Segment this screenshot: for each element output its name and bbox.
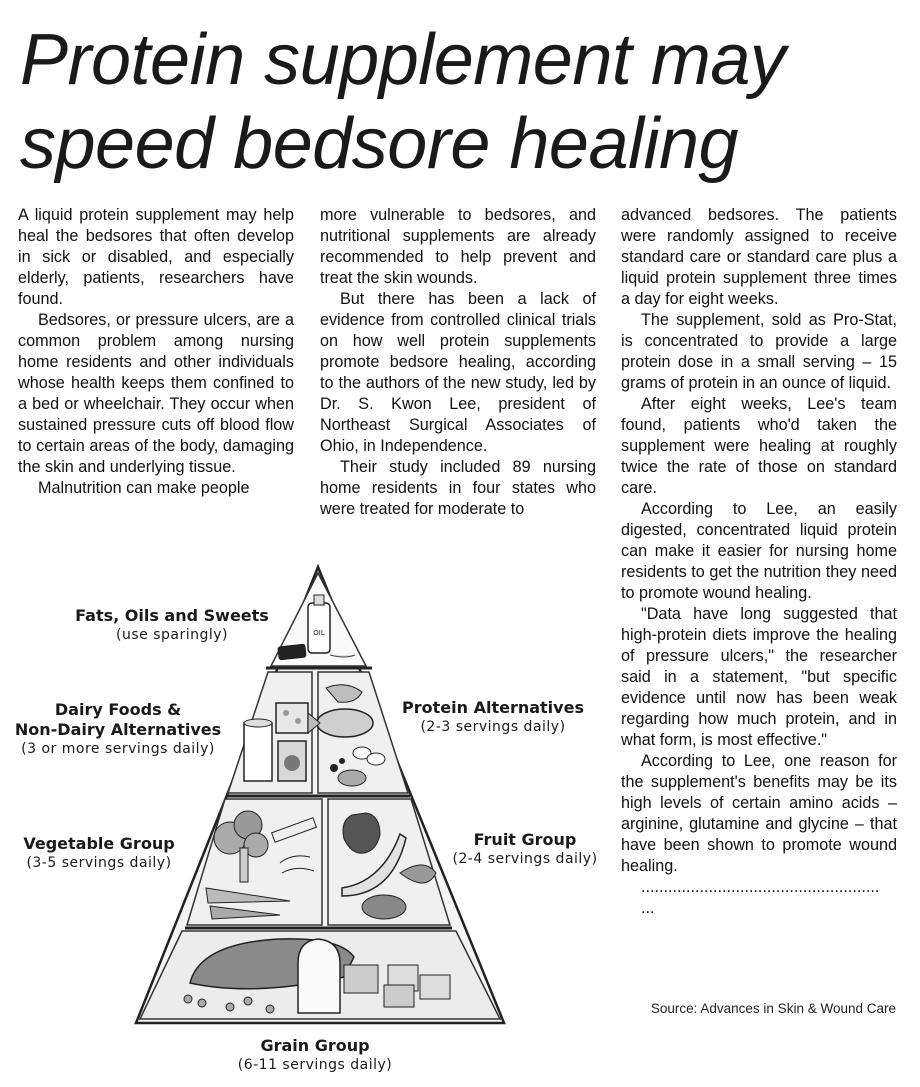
article-paragraph: Bedsores, or pressure ulcers, are a common problem among nursing home residents and other individuals whose health keeps them confined to a bed or wheelchair. They occur when sustained pressure cuts off blood flow to certain areas of the body, damaging the skin and underlying tissue. [18, 311, 294, 476]
vegetable-title: Vegetable Group [23, 834, 175, 853]
svg-text:OIL: OIL [313, 629, 325, 637]
article-paragraph: According to Lee, one reason for the supplement's benefits may be its high levels of certain amino acids – arginine, glutamine and glycine – that have been shown to promote wound healing. [621, 752, 897, 875]
source-credit: Source: Advances in Skin & Wound Care [650, 1001, 896, 1016]
fruit-title: Fruit Group [473, 830, 577, 849]
article-paragraph: "Data have long suggested that high-protein diets improve the healing of pressure ulcers," the researcher said in a statement, "but specific evidence until now has been weak regarding how much protein, and in what form, is most effective." [621, 605, 897, 749]
label-fruit [450, 830, 600, 868]
bread-slice-icon [298, 939, 340, 1013]
milk-carton-icon [244, 719, 272, 781]
article-paragraph: After eight weeks, Lee's team found, patients who'd taken the supplement were healing at roughly twice the rate of those on standard care. [621, 395, 897, 497]
label-grain [220, 1036, 410, 1074]
label-dairy [10, 700, 226, 758]
dairy-servings: (3 or more servings daily) [21, 741, 215, 757]
article-paragraph: Their study included 89 nursing home residents in four states who were treated for moderate to [320, 458, 596, 518]
article-paragraph: A liquid protein supplement may help heal the bedsores that often develop in sick or disabled, and especially elderly, patients, researchers have found. [18, 206, 294, 308]
headline: Protein supplement may speed bedsore healing [20, 20, 786, 184]
article-paragraph: advanced bedsores. The patients were randomly assigned to receive standard care or standard care plus a liquid protein supplement three times a day for eight weeks. [621, 206, 897, 308]
fruit-servings: (2-4 servings daily) [452, 851, 598, 867]
oil-bottle-icon [308, 595, 330, 653]
article-paragraph: According to Lee, an easily digested, concentrated liquid protein can make it easier for nursing home residents to get the nutrition they need to promote wound healing. [621, 500, 897, 602]
vegetable-servings: (3-5 servings daily) [26, 855, 172, 871]
article-paragraph: But there has been a lack of evidence from controlled clinical trials on how well protein supplements promote bedsore healing, according to the authors of the new study, led by Dr. S. Kwon Lee, president of Northeast Surgical Associates of Ohio, in Independence. [320, 290, 596, 455]
dotted-separator: ..................................................... [641, 878, 880, 896]
protein-title: Protein Alternatives [402, 698, 584, 717]
orange-icon [362, 895, 406, 919]
label-vegetable [14, 834, 184, 872]
dairy-title-1: Dairy Foods & [54, 700, 182, 719]
article-column-1 [18, 205, 294, 499]
article-paragraph: more vulnerable to bedsores, and nutritional supplements are already recommended to help prevent and treat the skin wounds. [320, 206, 596, 287]
label-protein [398, 698, 588, 736]
grain-servings: (6-11 servings daily) [237, 1057, 393, 1073]
yogurt-cup-icon [278, 741, 306, 781]
label-fats [52, 606, 292, 644]
fats-title: Fats, Oils and Sweets [75, 606, 269, 625]
article-paragraph: The supplement, sold as Pro-Stat, is concentrated to provide a large protein dose in a small serving – 15 grams of protein in an ounce of liquid. [621, 311, 897, 392]
cheese-icon [276, 703, 308, 733]
fats-servings: (use sparingly) [116, 627, 228, 643]
article-column-2 [320, 205, 596, 520]
candy-bar-icon [277, 644, 306, 661]
dairy-title-2: Non-Dairy Alternatives [14, 720, 222, 739]
grain-title: Grain Group [260, 1036, 370, 1055]
article-paragraph: Malnutrition can make people [38, 479, 250, 497]
dotted-separator-end: ... [641, 899, 655, 917]
article-column-3 [621, 205, 897, 919]
protein-servings: (2-3 servings daily) [420, 719, 566, 735]
